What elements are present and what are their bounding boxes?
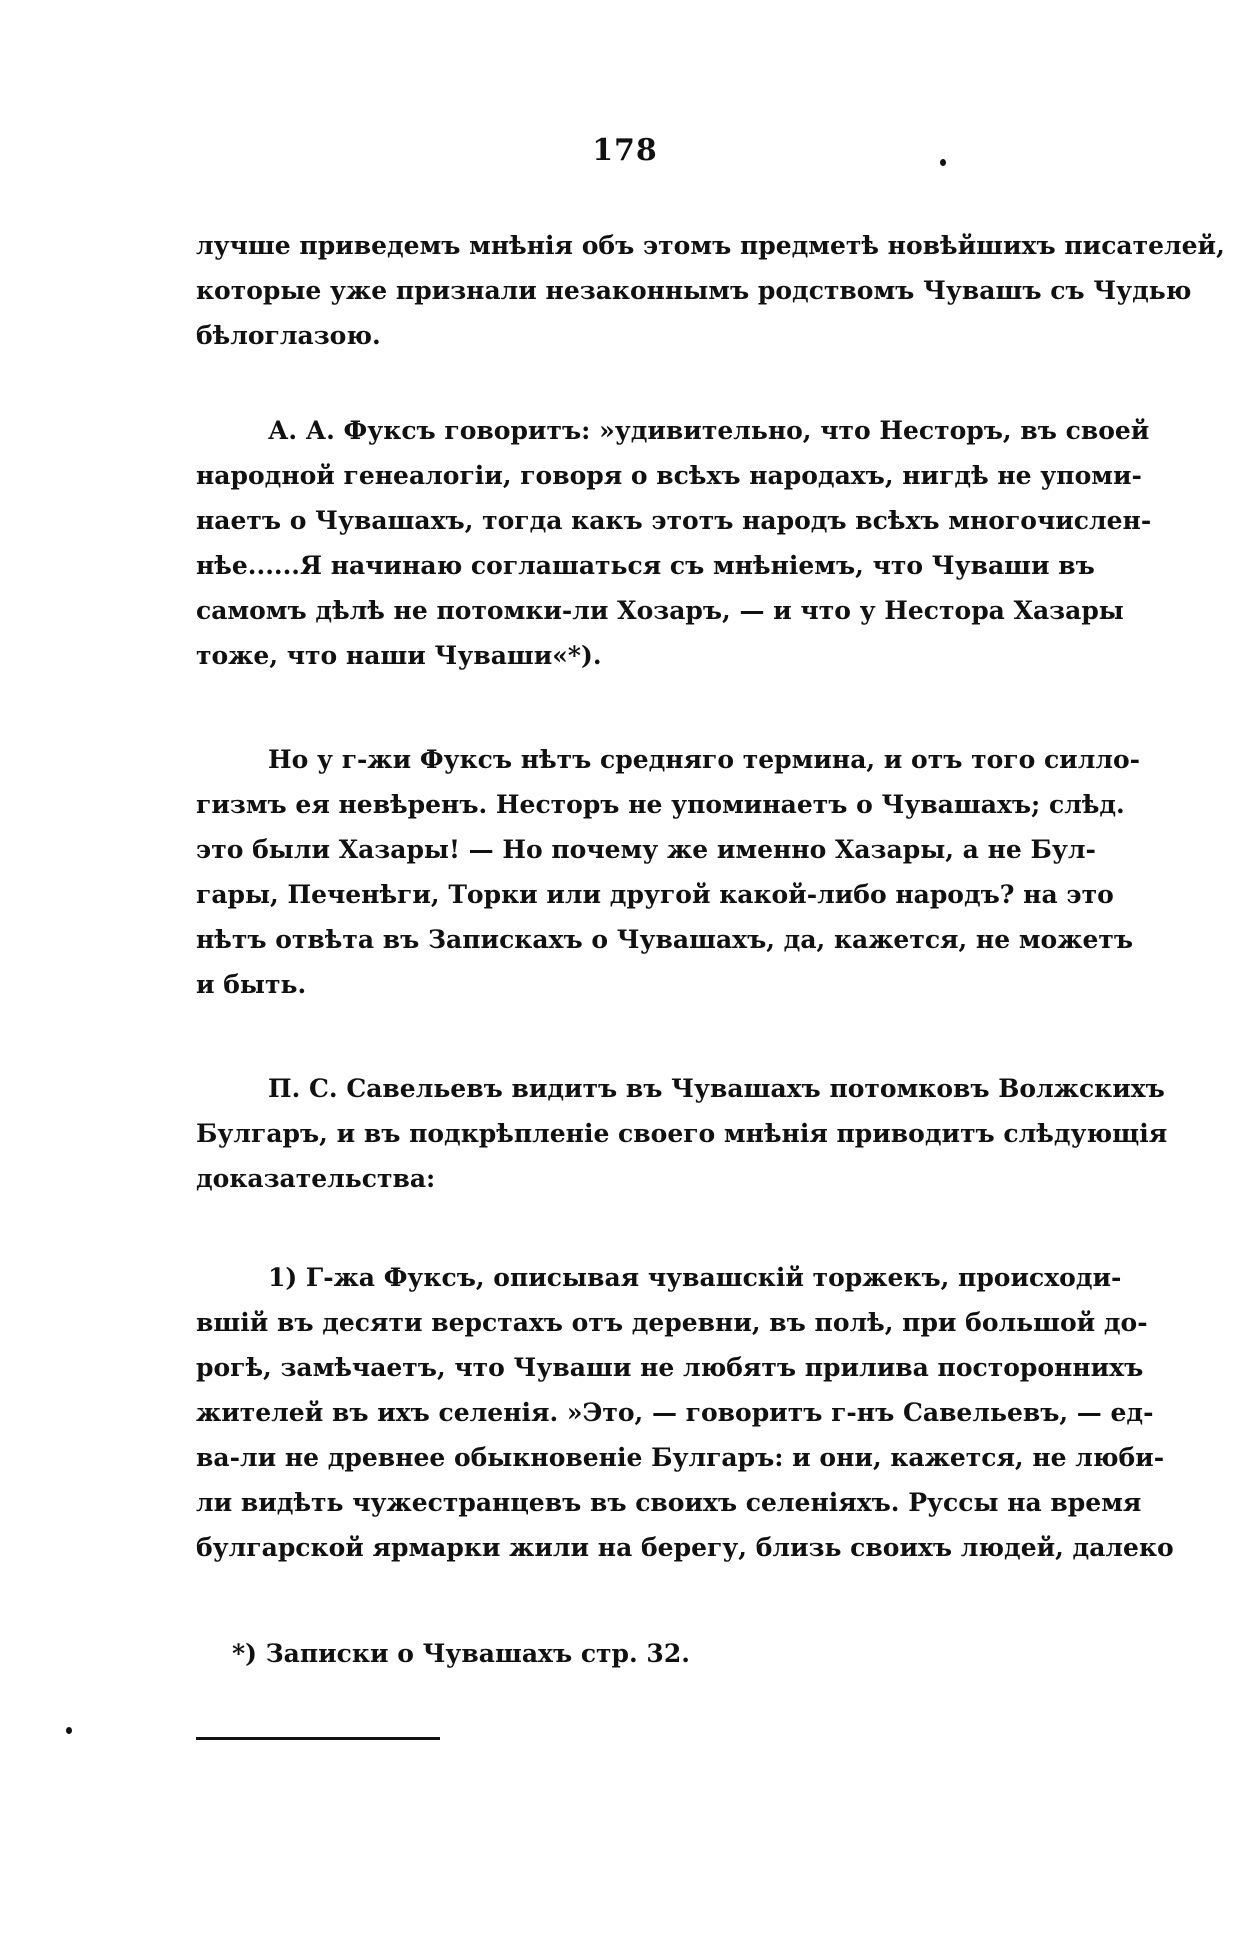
text-line: тоже, что наши Чуваши«*). [196, 641, 602, 670]
text-line: рогѣ, замѣчаетъ, что Чуваши не любятъ прилива постороннихъ [196, 1353, 1144, 1382]
text-line: бѣлоглазою. [196, 321, 381, 350]
text-line: народной генеалогіи, говоря о всѣхъ народахъ, нигдѣ не упоми- [196, 461, 1142, 490]
footnote-rule [196, 1737, 440, 1740]
text-line: ли видѣть чужестранцевъ въ своихъ селеніяхъ. Руссы на время [196, 1488, 1142, 1517]
text-line: П. С. Савельевъ видитъ въ Чувашахъ потомковъ Волжскихъ [268, 1074, 1165, 1103]
text-line: наетъ о Чувашахъ, тогда какъ этотъ народъ всѣхъ многочислен- [196, 506, 1152, 535]
text-line: гизмъ ея невѣренъ. Несторъ не упоминаетъ о Чувашахъ; слѣд. [196, 790, 1125, 819]
text-line: это были Хазары! — Но почему же именно Хазары, а не Бул- [196, 835, 1096, 864]
text-line: нѣтъ отвѣта въ Запискахъ о Чувашахъ, да, кажется, не можетъ [196, 925, 1134, 954]
text-line: жителей въ ихъ селенія. »Это, — говоритъ г-нъ Савельевъ, — ед- [196, 1398, 1154, 1427]
text-line: булгарской ярмарки жили на берегу, близь своихъ людей, далеко [196, 1533, 1174, 1562]
paragraph-fuks-quote [196, 408, 1152, 678]
text-line: Булгаръ, и въ подкрѣпленіе своего мнѣнія приводитъ слѣдующія [196, 1119, 1168, 1148]
text-line: лучше приведемъ мнѣнія объ этомъ предметѣ новѣйшихъ писателей, [196, 231, 1225, 260]
text-line: и быть. [196, 970, 307, 999]
text-line: нѣе......Я начинаю соглашаться съ мнѣніемъ, что Чуваши въ [196, 551, 1095, 580]
text-line: которые уже признали незаконнымъ родствомъ Чувашъ съ Чудью [196, 276, 1192, 305]
text-line: Но у г-жи Фуксъ нѣтъ средняго термина, и отъ того силло- [268, 745, 1141, 774]
paragraph-syllogism [196, 737, 1141, 1007]
ink-speck [940, 159, 946, 166]
page-number: 178 [592, 133, 658, 168]
paragraph-continuation [196, 223, 1225, 358]
text-line: доказательства: [196, 1164, 436, 1193]
text-line: вшій въ десяти верстахъ отъ деревни, въ полѣ, при большой до- [196, 1308, 1148, 1337]
text-line: 1) Г-жа Фуксъ, описывая чувашскій торжекъ, происходи- [268, 1263, 1122, 1292]
text-line: гары, Печенѣги, Торки или другой какой-либо народъ? на это [196, 880, 1114, 909]
footnote-text: *) Записки о Чувашахъ стр. 32. [232, 1639, 690, 1668]
text-line: ва-ли не древнее обыкновеніе Булгаръ: и они, кажется, не люби- [196, 1443, 1165, 1472]
ink-speck [66, 1727, 72, 1734]
paragraph-evidence-1 [196, 1255, 1174, 1570]
text-line: самомъ дѣлѣ не потомки-ли Хозаръ, — и что у Нестора Хазары [196, 596, 1124, 625]
text-line: А. А. Фуксъ говоритъ: »удивительно, что Несторъ, въ своей [268, 416, 1150, 445]
paragraph-savelyev [196, 1066, 1168, 1201]
